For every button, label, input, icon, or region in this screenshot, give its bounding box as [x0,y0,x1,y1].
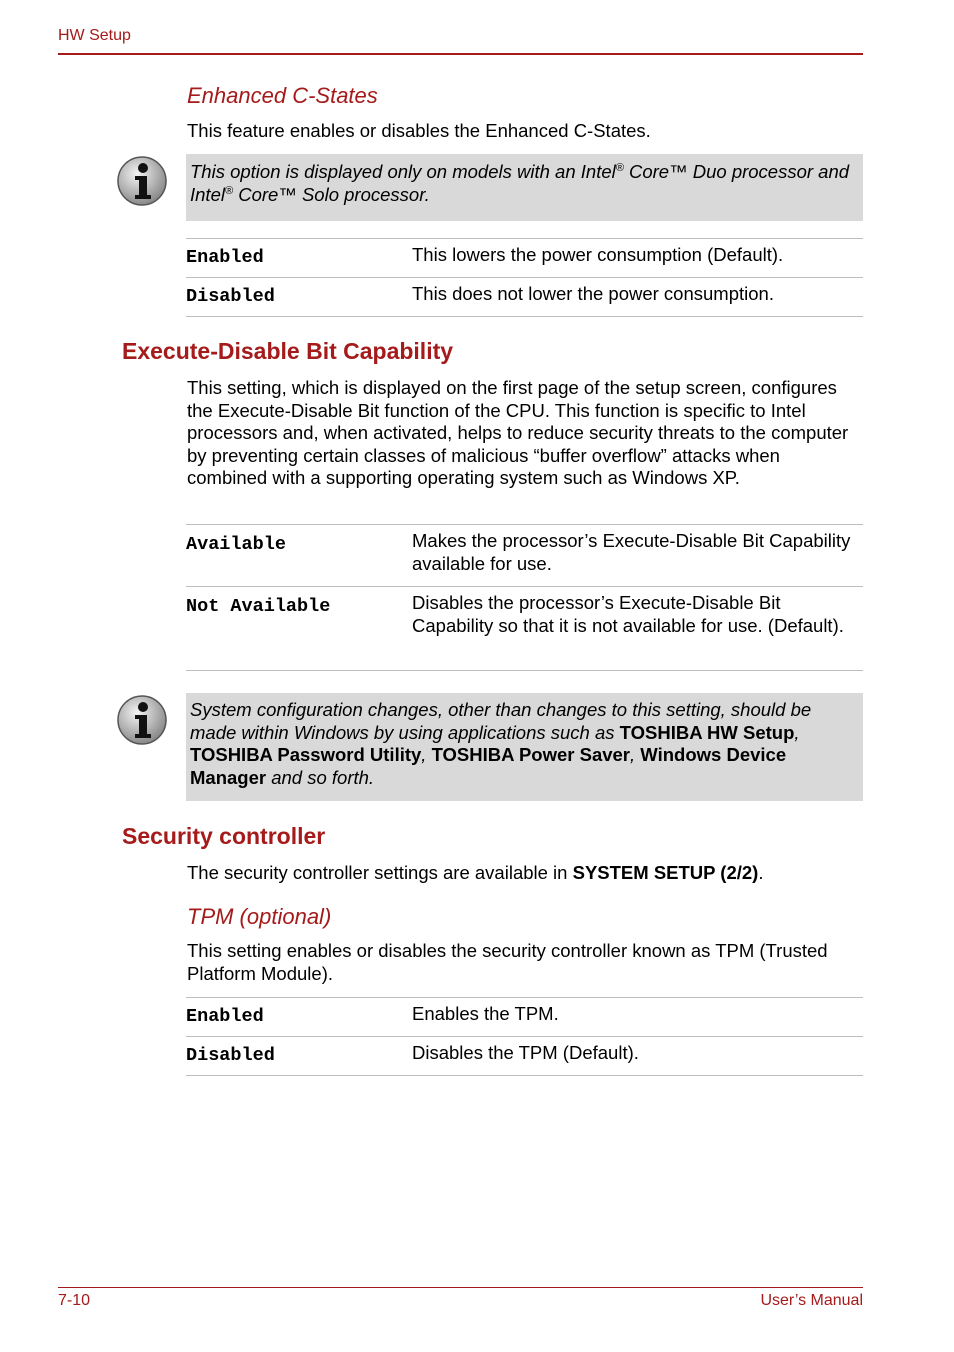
option-description: This lowers the power consumption (Default). [412,244,784,265]
execute-disable-heading: Execute-Disable Bit Capability [122,338,454,364]
option-description: Enables the TPM. [412,1003,559,1024]
footer-divider [58,1287,863,1288]
table-row [186,1037,863,1076]
execute-disable-options-table [186,524,863,671]
manual-title: User’s Manual [760,1292,863,1309]
tpm-description: This setting enables or disables the security controller known as TPM (Trusted Platform Module). [187,940,828,984]
table-row [186,525,863,587]
option-key: Available [186,534,286,555]
option-key: Disabled [186,1045,275,1066]
system-config-note: System configuration changes, other than changes to this setting, should be made within Windows by using applications such as TOSHIBA HW Setup, TOSHIBA Password Utility, TOSHIBA Power Saver, Windows Device Manager and so forth. [186,693,863,801]
option-description: Makes the processor’s Execute-Disable Bit Capability available for use. [412,530,851,574]
option-description: Disables the processor’s Execute-Disable Bit Capability so that it is not available for use. (Default). [412,592,844,636]
page-number: 7-10 [58,1292,91,1309]
security-controller-heading: Security controller [122,823,326,849]
option-key: Enabled [186,247,264,268]
option-key: Disabled [186,286,275,307]
option-key: Not Available [186,596,331,617]
info-icon [116,694,168,746]
running-header: HW Setup [58,27,131,44]
table-row [186,278,863,317]
c-states-options-table [186,238,863,317]
header-divider [58,53,863,55]
info-icon [116,155,168,207]
enhanced-c-states-description: This feature enables or disables the Enhanced C-States. [187,120,651,141]
option-description: Disables the TPM (Default). [412,1042,639,1063]
enhanced-c-states-heading: Enhanced C-States [187,83,378,108]
table-row [186,998,863,1037]
table-row [186,587,863,671]
execute-disable-description: This setting, which is displayed on the first page of the setup screen, configures the Execute-Disable Bit function of the CPU. This function is specific to Intel processors and, when activated, helps to reduce security threats to the computer by preventing certain classes of malicious “buffer overflow” attacks when combined with a supporting operating system such as Windows XP. [187,377,849,489]
tpm-options-table [186,997,863,1076]
option-key: Enabled [186,1006,264,1027]
table-row [186,239,863,278]
tpm-heading: TPM (optional) [187,904,332,929]
c-states-note: This option is displayed only on models with an Intel® Core™ Duo processor and Intel® Core™ Solo processor. [186,154,863,221]
option-description: This does not lower the power consumption. [412,283,774,304]
security-controller-description: The security controller settings are available in SYSTEM SETUP (2/2). [187,862,764,883]
